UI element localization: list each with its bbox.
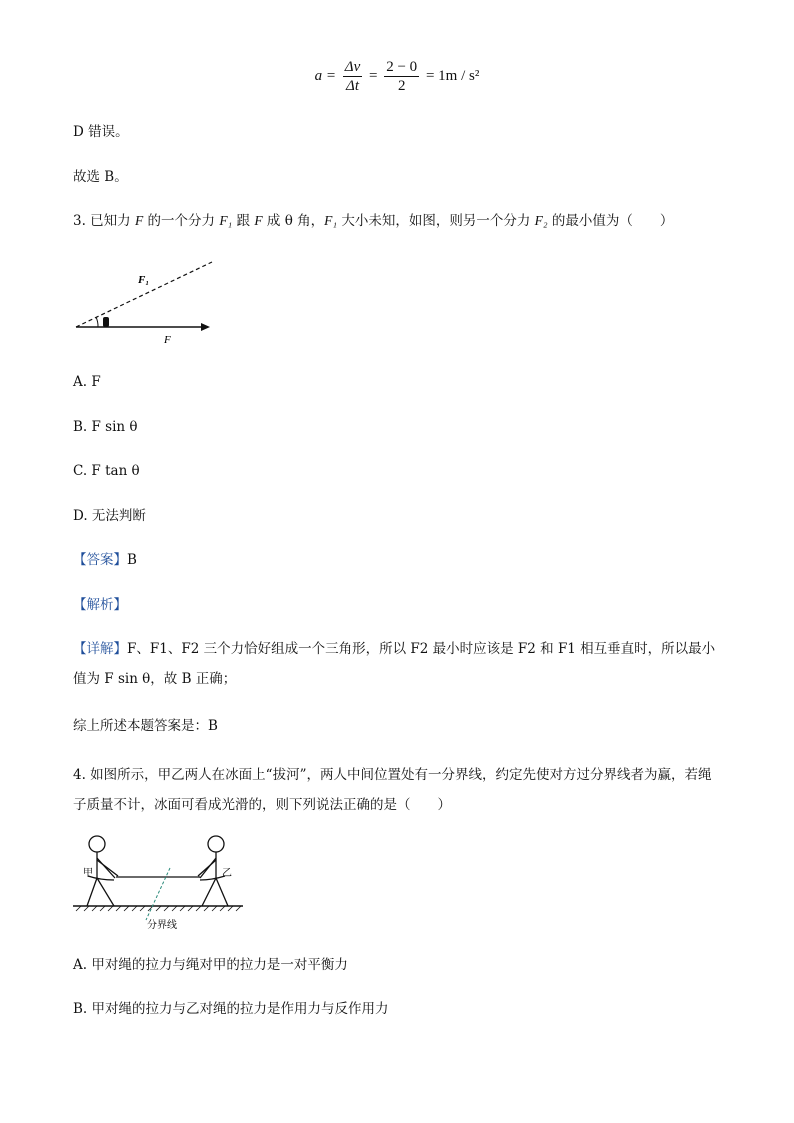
q3-detail xyxy=(73,634,723,694)
acceleration-formula xyxy=(0,58,794,95)
answer-tag: 【答案】 xyxy=(73,552,127,568)
q3-answer xyxy=(73,550,137,570)
label-dividing-line: 分界线 xyxy=(147,920,177,931)
fraction-1-denominator: Δt xyxy=(346,78,359,94)
f1-label: F₁ xyxy=(138,274,150,286)
formula-fraction-1 xyxy=(343,58,362,95)
dividing-line xyxy=(146,868,170,920)
q3-stem: 3. 已知力 F 的一个分力 F₁ 跟 F 成 θ 角，F₁ 大小未知，如图，则另一个分力 F₂ 的最小值为（ ） xyxy=(73,213,674,229)
q4-option-a: A. 甲对绳的拉力与绳对甲的拉力是一对平衡力 xyxy=(73,957,348,973)
answer-value: B xyxy=(127,552,137,568)
tug-of-war-figure xyxy=(70,828,250,938)
choose-b-line: 故选 B。 xyxy=(73,169,128,185)
force-decomposition-figure xyxy=(70,255,220,350)
f-label: F xyxy=(164,334,171,346)
label-jia: 甲 xyxy=(83,868,93,879)
angle-arc xyxy=(96,317,98,327)
theta-mark-icon xyxy=(103,317,109,327)
q3-option-c: C. F tan θ xyxy=(73,463,140,479)
label-yi: 乙 xyxy=(222,868,232,879)
q3-option-d: D. 无法判断 xyxy=(73,508,146,524)
fraction-2-numerator: 2 − 0 xyxy=(386,59,418,75)
fraction-2-denominator: 2 xyxy=(397,78,406,94)
formula-rhs: = 1m / s² xyxy=(425,67,480,84)
q3-option-b: B. F sin θ xyxy=(73,419,138,435)
formula-lhs: a = xyxy=(314,67,337,84)
q4-stem: 4. 如图所示，甲乙两人在冰面上“拔河”，两人中间位置处有一分界线，约定先使对方过分界线者为赢，若绳子质量不计，冰面可看成光滑的，则下列说法正确的是（ ） xyxy=(73,767,712,813)
formula-equals: = xyxy=(369,67,378,84)
fraction-1-numerator: Δv xyxy=(344,59,361,75)
d-wrong-line: D 错误。 xyxy=(73,124,129,140)
f-arrowhead-icon xyxy=(201,323,210,331)
q3-summary: 综上所述本题答案是：B xyxy=(73,718,218,734)
detail-tag: 【详解】 xyxy=(73,641,127,657)
detail-text: F、F1、F2 三个力恰好组成一个三角形，所以 F2 最小时应该是 F2 和 F1 相互垂直时，所以最小值为 F sin θ，故 B 正确； xyxy=(73,641,716,687)
q3-analysis-tag: 【解析】 xyxy=(73,597,127,613)
formula-fraction-2 xyxy=(384,58,419,95)
q3-option-a: A. F xyxy=(73,374,101,390)
q4-option-b: B. 甲对绳的拉力与乙对绳的拉力是作用力与反作用力 xyxy=(73,1001,389,1017)
